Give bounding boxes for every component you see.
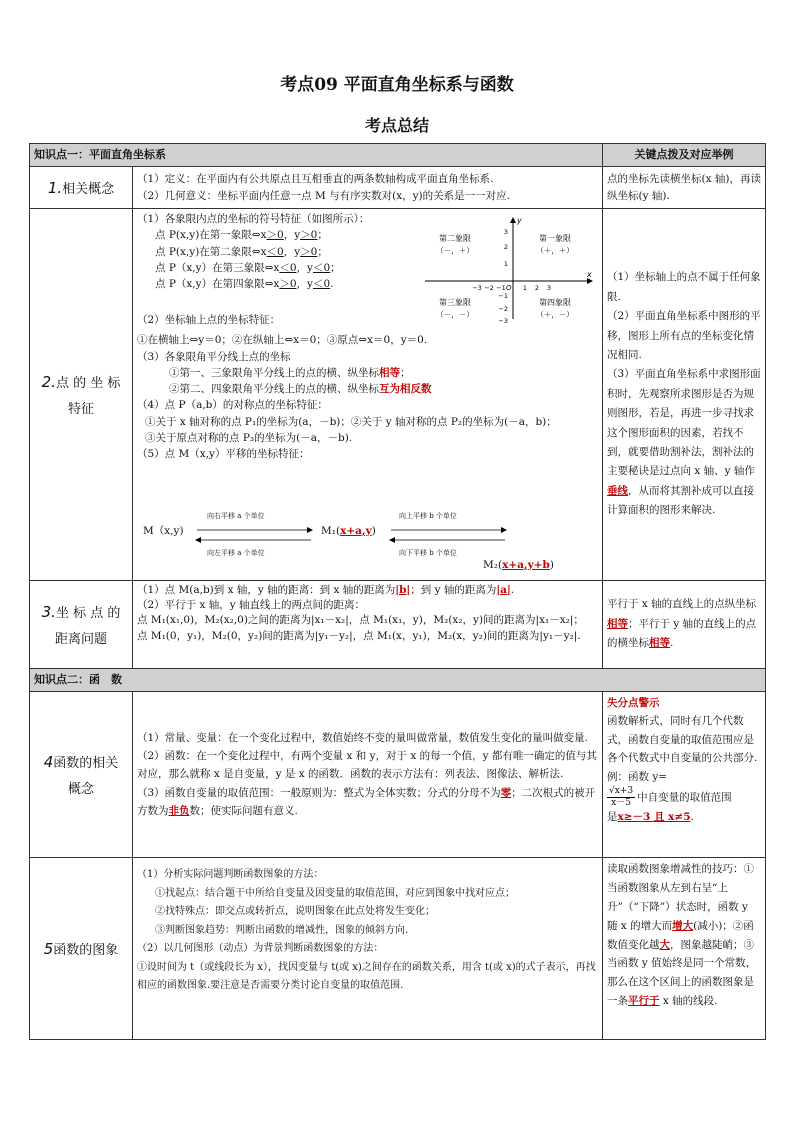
row-label: [30, 858, 133, 1040]
summary-table: [29, 143, 766, 1040]
row-content: [133, 692, 603, 858]
text-line: ①关于 x 轴对称的点 P₁的坐标为(a，－b)；②关于 y 轴对称的点 P₂的坐标为(－a，b)；: [145, 415, 557, 428]
fraction-numerator: √x+3: [609, 785, 634, 796]
section-header-1: [30, 144, 766, 167]
horizontal-arrows: [195, 525, 315, 547]
row-number: 2.: [41, 372, 56, 391]
arrow-up-icon: [501, 527, 507, 533]
x-tick-label: −1: [496, 284, 506, 292]
fraction-denominator: x－5: [611, 797, 631, 808]
row-note: 读取函数图象增减性的技巧：①当函数图象从左到右呈“上升”（“下降”）状态时，函数 y 随 x 的增大而增大(减小)；②函数值变化越大，图象越陡峭；③当函数 y 值始终是同一个常数，那么在这个区间上的函数图象是一条平行于 x 轴的线段.: [603, 858, 766, 1040]
row-number: 3.: [41, 602, 56, 621]
text-line: ②找特殊点：即交点或转折点，说明图象在此点处将发生变化；: [155, 906, 435, 917]
row-label-text: 函数的相关: [53, 755, 119, 771]
row-note: 平行于 x 轴的直线上的点纵坐标相等；平行于 y 轴的直线上的点的横坐标相等.: [603, 581, 766, 669]
quadrant-1-rule: 点 P(x,y)在第一象限⇔x＞0，y＞0；: [155, 229, 328, 242]
note-line: （3）平面直角坐标系中求图形面积时，先观察所求图形是否为规则图形，若是，再进一步寻找求这个图形面积的因素，若找不到，就要借助割补法，割补法的主要秘诀是过点向 x 轴、y 轴作垂线，从而将其割补成可以直接计算面积的图形来解决.: [607, 368, 761, 517]
quadrant-2-rule: 点 P(x,y)在第二象限⇔x＜0，y＞0；: [155, 245, 328, 258]
quadrant-3-title: 第三象限: [439, 298, 471, 307]
row-label-text: 函数的图象: [53, 942, 119, 958]
text-line: （2）平行于 x 轴，y 轴直线上的两点间的距离：: [137, 599, 366, 612]
text-line: ③判断图象趋势：判断出函数的增减性，图象的倾斜方向.: [155, 924, 409, 936]
text-line: ③关于原点对称的点 P₃的坐标为(－a，－b).: [145, 431, 353, 444]
text-line: 点 M₁(x₁,0)，M₂(x₂,0)之间的距离为|x₁－x₂|，点 M₁(x₁，y)，M₂(x₂，y)间的距离为|x₁－x₂|；: [137, 614, 584, 627]
y-tick-label: −2: [498, 305, 508, 313]
row-content: [133, 581, 603, 669]
text-line: （2）几何意义：坐标平面内任意一点 M 与有序实数对(x，y)的关系是一一对应.: [137, 189, 510, 202]
arrow-up-label: 向上平移 b 个单位: [399, 512, 457, 520]
y-tick-label: 1: [503, 260, 508, 268]
text-line: （1）常量、变量：在一个变化过程中，数值始终不变的量叫做常量，数值发生变化的量叫做变量.: [137, 731, 589, 744]
row-note: 点的坐标先读横坐标(x 轴)，再读纵坐标(y 轴).: [603, 167, 766, 209]
x-tick-label: 1: [522, 284, 528, 292]
x-tick-label: −2: [484, 284, 494, 292]
row-label: [30, 167, 133, 209]
note-line: 是x≥－3 且 x≠5.: [607, 811, 694, 824]
table-row: [30, 209, 766, 581]
quadrant-1-sign: （＋，＋）: [536, 246, 574, 255]
text-line: （2）坐标轴上点的坐标特征：: [137, 314, 281, 326]
origin-label: O: [506, 284, 512, 292]
note-line: （1）坐标轴上的点不属于任何象限.: [607, 271, 761, 303]
text-line: （1）点 M(a,b)到 x 轴，y 轴的距离：到 x 轴的距离为|b|；到 y 轴的距离为|a|.: [137, 584, 515, 596]
arrow-down-icon: [389, 537, 395, 543]
text-line: （3）各象限角平分线上点的坐标: [137, 350, 291, 363]
row-content: [133, 209, 603, 581]
row-label-text: 相关概念: [62, 181, 115, 197]
arrow-left-icon: [195, 537, 201, 543]
y-tick-label: −1: [498, 292, 508, 300]
text-line: 点 M₁(0，y₁)，M₂(0，y₂)间的距离为|y₁－y₂|，点 M₁(x，y₁)，M₂(x，y₂)间的距离为|y₁－y₂|.: [137, 629, 581, 642]
note-line: （2）平面直角坐标系中图形的平移，图形上所有点的坐标变化情况相同.: [607, 310, 761, 361]
x-axis-label: x: [587, 270, 592, 279]
arrow-right-label: 向右平移 a 个单位: [207, 512, 265, 520]
row-content: [133, 858, 603, 1040]
row-label-text: 特征: [67, 401, 94, 417]
y-tick-label: 2: [503, 243, 508, 251]
row-number: 1.: [47, 178, 63, 197]
quadrant-4-title: 第四象限: [539, 298, 571, 307]
arrow-down-label: 向下平移 b 个单位: [399, 549, 457, 557]
row-content: [133, 167, 603, 209]
section-2-title: 知识点二：函 数: [30, 669, 766, 692]
section-1-key-points: 关键点拨及对应举例: [603, 144, 766, 167]
note-line: 函数解析式，同时有几个代数式，函数自变量的取值范围应是各个代数式中自变量的公共部分. 例：函数 y=: [607, 715, 768, 783]
page-subtitle: 考点总结: [364, 116, 429, 135]
quadrant-4-sign: （＋，－）: [536, 310, 574, 319]
text-line: ①设时间为 t（或线段长为 x），找因变量与 t(或 x)之间存在的函数关系，用含 t(或 x)的式子表示，再找相应的函数图象.要注意是否需要分类讨论自变量的取值范围.: [137, 961, 596, 991]
quadrant-2-sign: （－，＋）: [436, 246, 474, 255]
quadrant-3-sign: （－，－）: [436, 310, 474, 319]
table-row: [30, 858, 766, 1040]
y-tick-label: 3: [503, 228, 508, 236]
x-ticks: [472, 284, 551, 292]
row-label-text: 距离问题: [54, 631, 107, 647]
y-ticks: [498, 228, 508, 323]
row-label: [30, 692, 133, 858]
row-label: [30, 209, 133, 581]
x-tick-label: −3: [472, 284, 482, 292]
arrow-right-icon: [307, 527, 313, 533]
row-label-text: 概念: [67, 781, 94, 797]
text-line: ①找起点：结合题干中所给自变量及因变量的取值范围，对应到图象中找对应点；: [155, 887, 515, 899]
quadrant-4-rule: 点 P（x,y）在第四象限⇔x＞0，y＜0.: [155, 278, 334, 291]
quadrant-2-title: 第二象限: [439, 234, 471, 243]
row-label-text: 点 的 坐 标: [55, 375, 121, 391]
text-line: （4）点 P（a,b）的对称点的坐标特征：: [137, 399, 328, 412]
text-line: （2）以几何图形（动点）为背景判断函数图象的方法：: [137, 943, 384, 954]
text-line: （5）点 M（x,y）平移的坐标特征：: [137, 448, 310, 461]
coordinate-plane-diagram: [415, 215, 601, 323]
page-title: 考点09 平面直角坐标系与函数: [280, 75, 514, 95]
quadrant-3-rule: 点 P（x,y）在第三象限⇔x＜0，y＜0；: [155, 261, 341, 274]
note-line: 中自变量的取值范围: [637, 791, 732, 804]
row-number: 5: [43, 939, 54, 958]
point-m2: M₂(x+a,y+b): [483, 559, 554, 571]
table-row: [30, 692, 766, 858]
table-row: [30, 581, 766, 669]
row-number: 4: [43, 752, 54, 771]
row-note: [603, 692, 766, 858]
point-m: M（x,y): [143, 525, 184, 537]
quadrant-1-title: 第一象限: [539, 234, 571, 243]
warning-heading: 失分点警示: [607, 697, 660, 709]
row-label: [30, 581, 133, 669]
text-line: （1）定义：在平面内有公共原点且互相垂直的两条数轴构成平面直角坐标系.: [137, 173, 494, 186]
y-tick-label: −3: [498, 317, 508, 323]
y-axis-arrow: [510, 217, 516, 223]
text-line: ①在横轴上⇔y＝0；②在纵轴上⇔x＝0；③原点⇔x＝0，y＝0.: [137, 334, 428, 347]
arrow-left-label: 向左平移 a 个单位: [207, 549, 265, 557]
row-label-text: 坐 标 点 的: [55, 605, 121, 621]
translation-diagram: [137, 509, 597, 577]
point-m1: M₁(x+a,y): [321, 525, 376, 537]
text-line: （1）分析实际问题判断函数图象的方法：: [137, 869, 324, 880]
x-tick-label: 2: [534, 284, 540, 292]
vertical-shift-arrows: [389, 525, 509, 547]
table-row: [30, 167, 766, 209]
bisector-rule-1: ①第一、三象限角平分线上的点的横、纵坐标相等；: [169, 366, 411, 379]
section-1-title: 知识点一：平面直角坐标系: [30, 144, 603, 167]
text-line: （3）函数自变量的取值范围：一般原则为：整式为全体实数；分式的分母不为零；二次根式的被开方数为非负数；使实际问题有意义.: [137, 786, 596, 818]
y-axis-label: y: [517, 216, 522, 225]
text-line: （1）各象限内点的坐标的符号特征（如图所示）：: [137, 213, 370, 225]
text-line: （2）函数：在一个变化过程中，有两个变量 x 和 y，对于 x 的每一个值，y 都有唯一确定的值与其对应，那么就称 x 是自变量，y 是 x 的函数．函数的表示方法有：列表法、图像法、解析法.: [137, 749, 597, 781]
bisector-rule-2: ②第二、四象限角平分线上的点的横、纵坐标互为相反数: [169, 383, 432, 396]
section-header-2: [30, 669, 766, 692]
fraction-expression: [607, 786, 635, 809]
x-tick-label: 3: [546, 284, 552, 292]
row-note: [603, 209, 766, 581]
